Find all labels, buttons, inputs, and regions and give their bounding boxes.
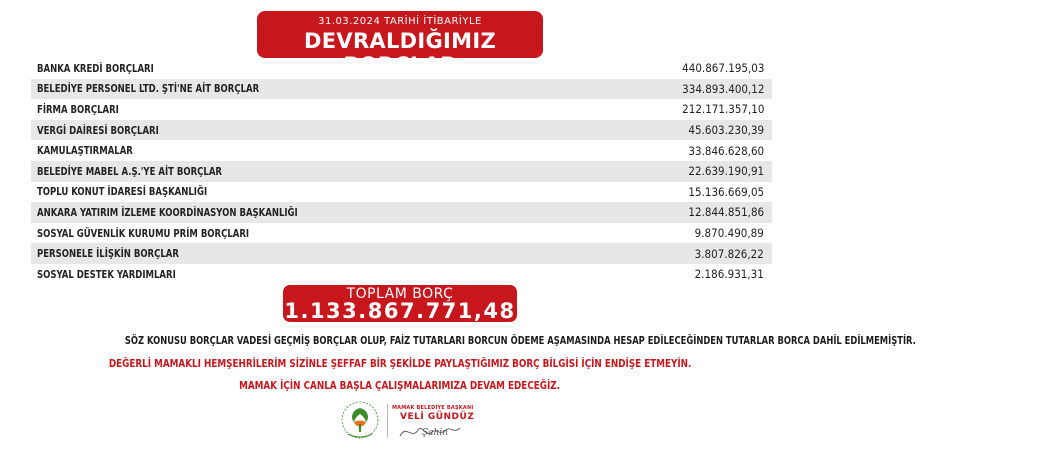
row-amount: 9.870.490,89 [694, 226, 764, 241]
row-amount: 12.844.851,86 [688, 205, 764, 220]
disclaimer-note [0, 334, 916, 347]
table-row [31, 140, 772, 161]
footer-branding [340, 400, 475, 442]
row-label: SOSYAL DESTEK YARDIMLARI [37, 267, 176, 281]
page-title: DEVRALDIĞIMIZ BORÇLAR [304, 29, 496, 77]
branding-divider [387, 404, 388, 438]
mayor-name: VELİ GÜNDÜZ [400, 412, 475, 422]
signature-script [398, 422, 462, 440]
debt-table [31, 58, 772, 285]
total-label: TOPLAM BORÇ [346, 286, 454, 302]
row-amount: 440.867.195,03 [681, 61, 764, 76]
table-row [31, 79, 772, 100]
row-amount: 33.846.628,60 [688, 143, 764, 158]
row-label: TOPLU KONUT İDARESİ BAŞKANLIĞI [37, 185, 208, 199]
reassurance-note [0, 357, 800, 370]
row-label: BELEDİYE PERSONEL LTD. ŞTİ'NE AİT BORÇLAR [37, 82, 260, 96]
table-row [31, 243, 772, 264]
row-label: KAMULAŞTIRMALAR [37, 144, 133, 158]
row-amount: 212.171.357,10 [681, 102, 764, 117]
row-amount: 3.807.826,22 [694, 246, 764, 261]
signature-script-text: Şahin [422, 428, 449, 438]
row-label: ANKARA YATIRIM İZLEME KOORDİNASYON BAŞKANLIĞI [37, 205, 298, 219]
table-row [31, 182, 772, 203]
row-label: FİRMA BORÇLARI [37, 102, 119, 116]
closing-note [0, 379, 800, 392]
table-row [31, 264, 772, 285]
table-row [31, 58, 772, 79]
table-row [31, 202, 772, 223]
table-row [31, 223, 772, 244]
mamak-belediyesi-seal-icon [340, 400, 380, 442]
total-banner [283, 285, 517, 322]
row-label: SOSYAL GÜVENLİK KURUMU PRİM BORÇLARI [37, 226, 250, 240]
header-date: 31.03.2024 TARİHİ İTİBARİYLE [318, 16, 482, 27]
table-row [31, 99, 772, 120]
header-banner [257, 11, 543, 77]
table-row [31, 161, 772, 182]
reassurance-text: DEĞERLİ MAMAKLI HEMŞEHRİLERİM SİZİNLE ŞEFFAF BİR ŞEKİLDE PAYLAŞTIĞIMIZ BORÇ BİLGİSİ İÇİN ENDİŞE ETMEYİN. [108, 357, 692, 370]
row-amount: 22.639.190,91 [688, 164, 764, 179]
row-amount: 334.893.400,12 [681, 81, 764, 96]
row-amount: 2.186.931,31 [694, 267, 764, 282]
table-row [31, 120, 772, 141]
disclaimer-text: SÖZ KONUSU BORÇLAR VADESİ GEÇMİŞ BORÇLAR OLUP, FAİZ TUTARLARI BORCUN ÖDEME AŞAMASINDA HESAP EDİLECEĞİNDEN TUTARLAR BORCA DAHİL EDİLMEMİŞTİR. [124, 334, 916, 347]
row-label: BANKA KREDİ BORÇLARI [37, 61, 154, 75]
row-amount: 45.603.230,39 [688, 123, 764, 138]
closing-text: MAMAK İÇİN CANLA BAŞLA ÇALIŞMALARIMIZA DEVAM EDECEĞİZ. [239, 379, 561, 392]
row-label: VERGİ DAİRESİ BORÇLARI [37, 123, 159, 137]
row-label: PERSONELE İLİŞKİN BORÇLAR [37, 247, 179, 261]
row-label: BELEDİYE MABEL A.Ş.'YE AİT BORÇLAR [37, 164, 222, 178]
row-amount: 15.136.669,05 [688, 184, 764, 199]
total-value: 1.133.867.771,48 [284, 299, 516, 323]
mayor-caption: MAMAK BELEDİYE BAŞKANI [392, 405, 474, 411]
